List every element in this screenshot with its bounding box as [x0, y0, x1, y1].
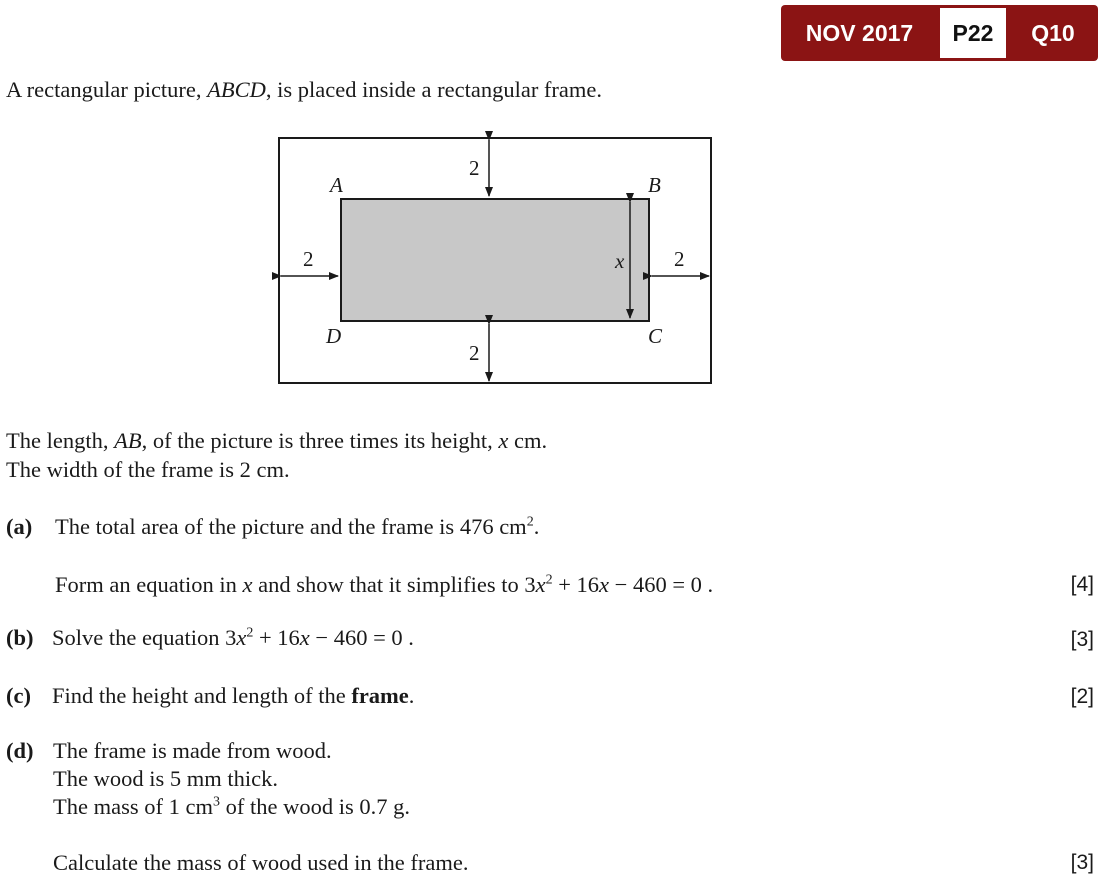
- part-a-eq-pre: Form an equation in: [55, 572, 243, 597]
- vertex-c: C: [648, 324, 663, 348]
- part-a-eq-end: − 460 = 0 .: [609, 572, 714, 597]
- part-d-task: Calculate the mass of wood used in the frame.: [53, 850, 469, 875]
- part-a-eq-mid2: + 16: [552, 572, 600, 597]
- fact-width: The width of the frame is 2 cm.: [6, 457, 290, 482]
- part-a-eq-var2: x: [535, 572, 546, 597]
- part-c-bold: frame: [351, 683, 409, 708]
- part-d-line1: The frame is made from wood.: [53, 738, 332, 763]
- part-b-text: [52, 627, 414, 650]
- fact-length-var: x: [498, 428, 509, 453]
- part-a-eq-var3: x: [599, 572, 610, 597]
- part-d-line3-end: of the wood is 0.7 g.: [219, 794, 410, 819]
- top-gap-label: 2: [469, 156, 480, 180]
- part-a-equation: [55, 574, 713, 597]
- part-a-label: (a): [6, 514, 33, 539]
- intro-post: , is placed inside a rectangular frame.: [265, 77, 603, 102]
- fact-length: [6, 430, 547, 453]
- part-d-line3: [53, 796, 410, 819]
- vertex-d: D: [326, 324, 342, 348]
- part-d-line3-pre: The mass of 1 cm: [53, 794, 213, 819]
- fact-length-side: AB: [114, 428, 142, 453]
- part-a-eq-mid: and show that it simplifies to 3: [252, 572, 536, 597]
- vertex-a: A: [330, 173, 343, 197]
- fact-length-pre: The length,: [6, 428, 115, 453]
- part-a-eq-sup: 2: [545, 572, 553, 588]
- intro-name: ABCD: [207, 77, 266, 102]
- part-b-sup: 2: [246, 625, 254, 641]
- part-b-mid: + 16: [253, 625, 300, 650]
- part-a-sup: 2: [526, 514, 534, 530]
- part-c-label: (c): [6, 683, 31, 708]
- right-gap-label: 2: [674, 247, 685, 271]
- part-a-marks: [4]: [1070, 573, 1094, 596]
- part-d-line2: The wood is 5 mm thick.: [53, 766, 278, 791]
- part-a-text: [55, 516, 539, 539]
- badge-paper: P22: [940, 8, 1006, 58]
- picture-rect: [341, 199, 649, 321]
- part-d-marks: [3]: [1070, 851, 1094, 874]
- part-a-area: The total area of the picture and the frame is 476 cm: [55, 514, 527, 539]
- fact-length-unit: cm.: [508, 428, 548, 453]
- part-b-end: − 460 = 0 .: [309, 625, 414, 650]
- left-gap-label: 2: [303, 247, 314, 271]
- part-c-pre: Find the height and length of the: [52, 683, 352, 708]
- part-c-text: [52, 685, 414, 708]
- part-b-marks: [3]: [1070, 628, 1094, 651]
- badge-question: Q10: [1031, 20, 1075, 46]
- part-a-eq-var: x: [242, 572, 253, 597]
- fact-length-mid: , of the picture is three times its height,: [141, 428, 499, 453]
- badge-date: NOV 2017: [805, 20, 914, 46]
- part-b-pre: Solve the equation 3: [52, 625, 237, 650]
- part-c-marks: [2]: [1070, 685, 1094, 708]
- vertex-b: B: [648, 173, 661, 197]
- part-d-line3-sup: 3: [212, 794, 220, 810]
- part-b-var: x: [236, 625, 247, 650]
- part-c-end: .: [408, 683, 415, 708]
- part-d-label: (d): [6, 738, 34, 763]
- intro-pre: A rectangular picture,: [6, 77, 208, 102]
- part-b-label: (b): [6, 625, 34, 650]
- height-label: x: [615, 249, 625, 273]
- part-a-end: .: [533, 514, 540, 539]
- bottom-gap-label: 2: [469, 341, 480, 365]
- part-b-var2: x: [299, 625, 310, 650]
